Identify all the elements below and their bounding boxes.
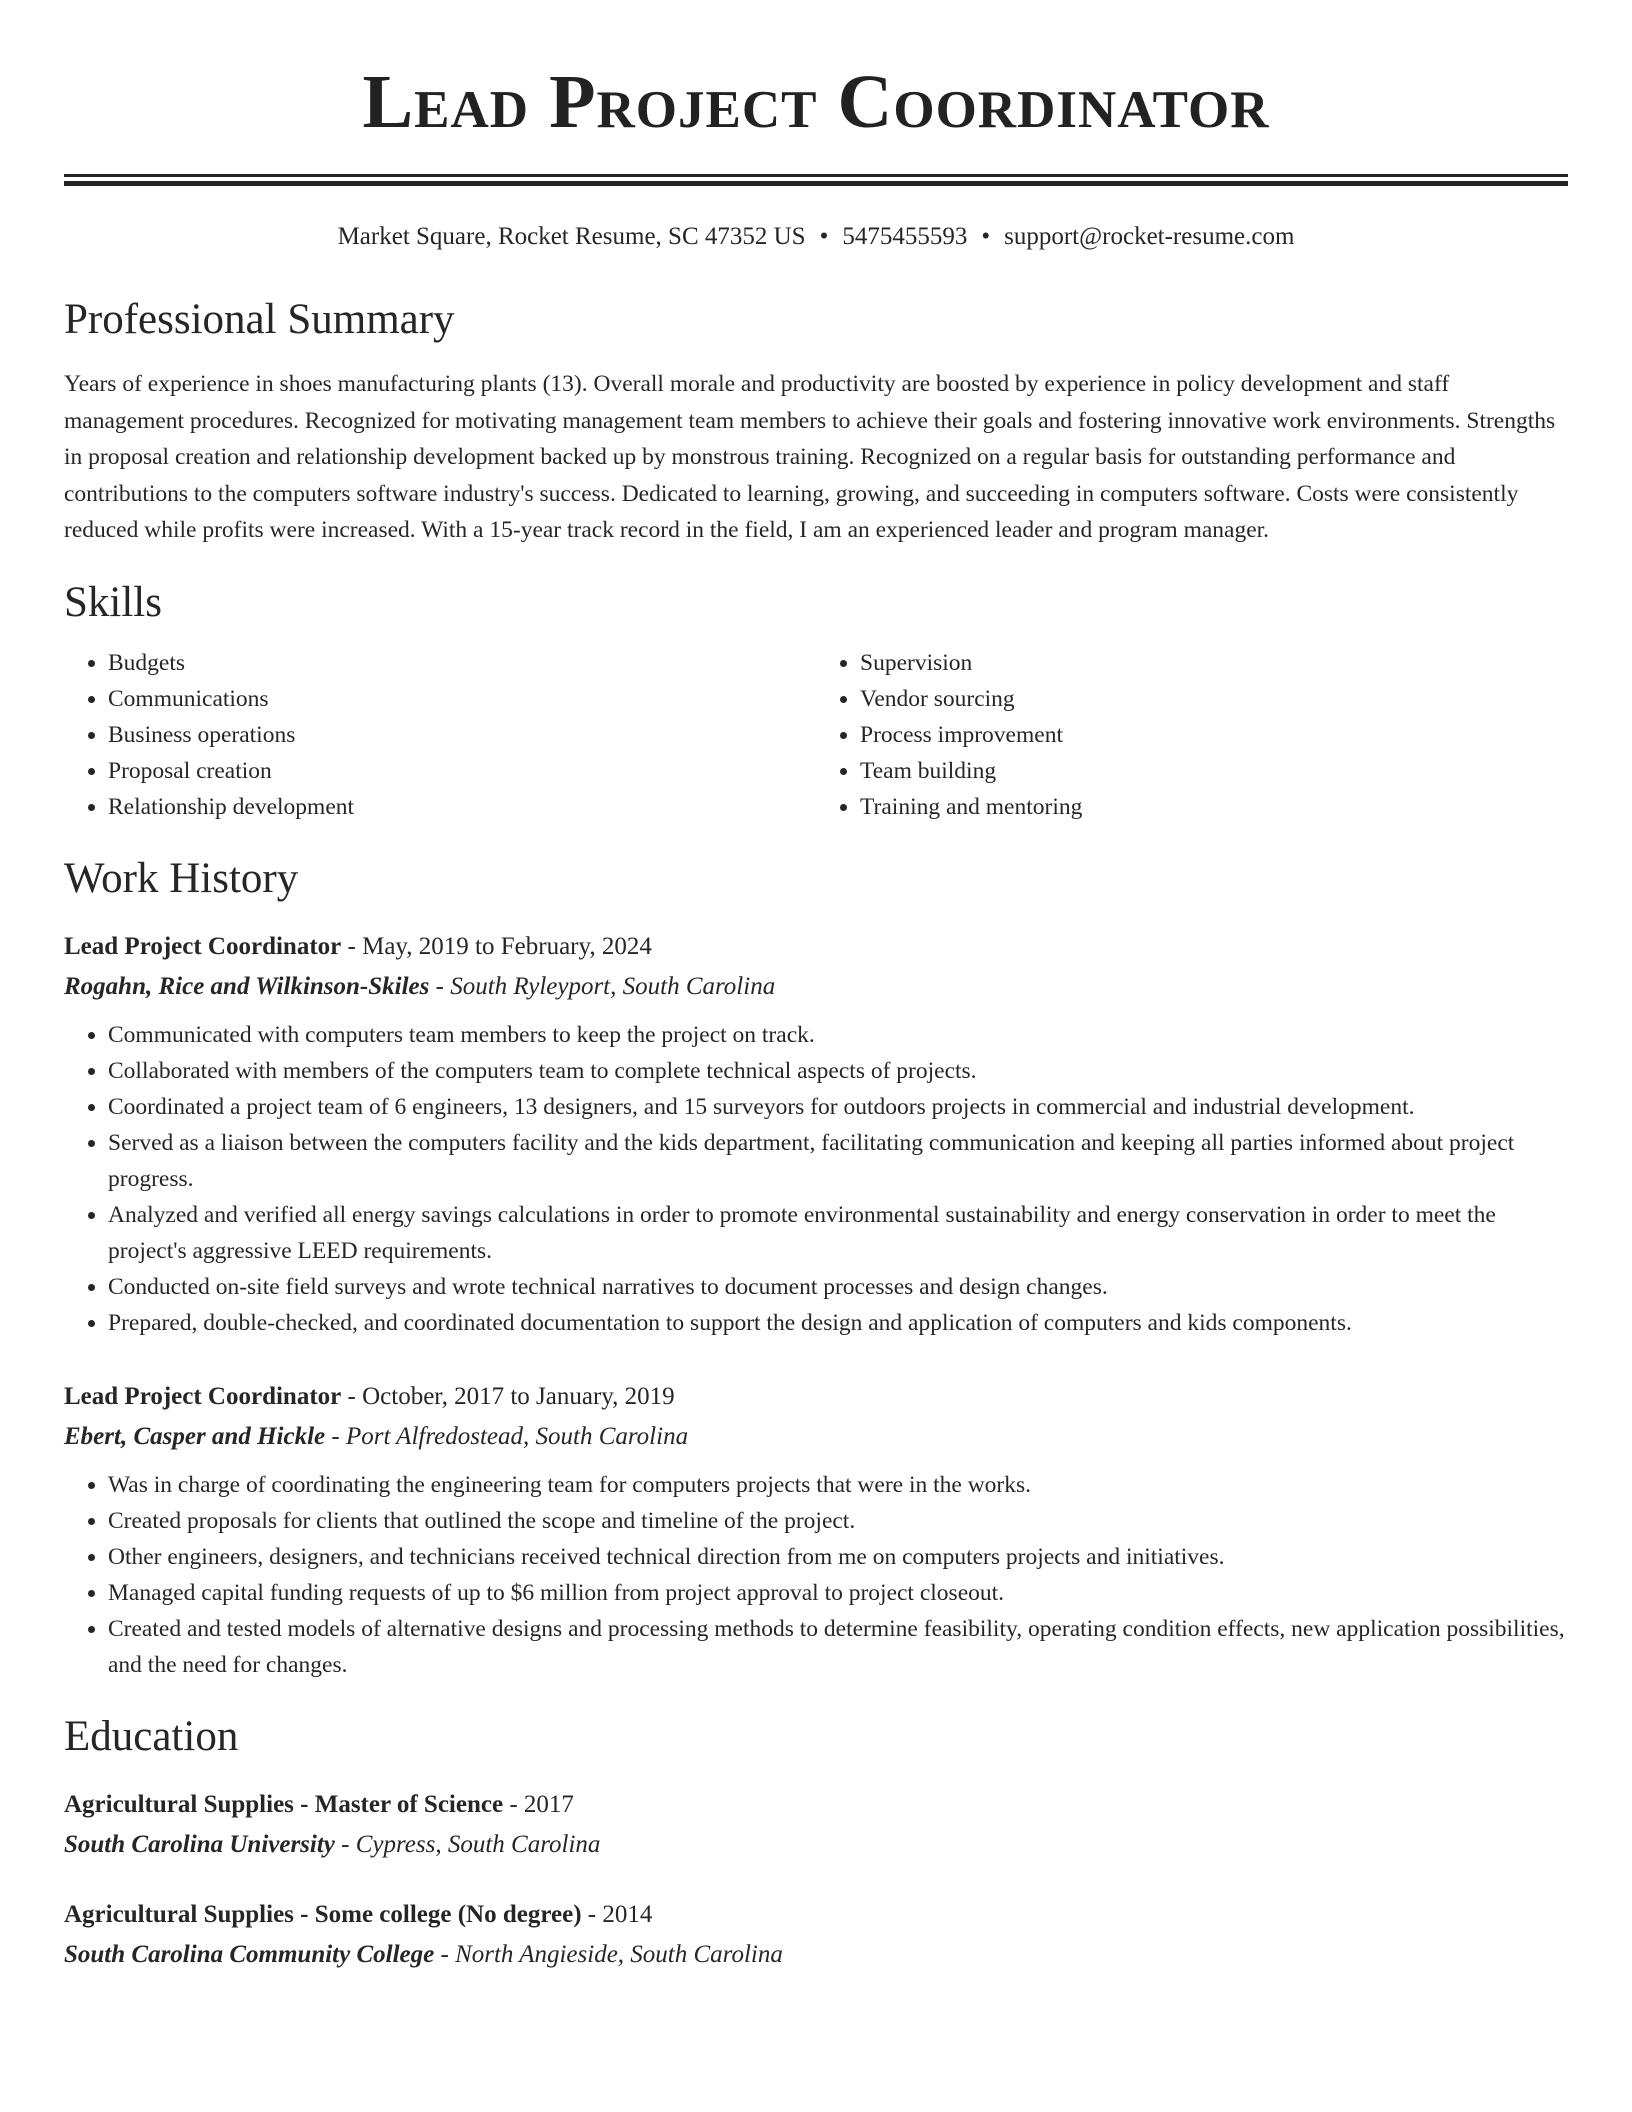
education-location: Cypress, South Carolina bbox=[355, 1830, 601, 1858]
skill-item: • Team building bbox=[860, 753, 1568, 789]
job-bullet: • Served as a liaison between the computers facility and the kids department, facilitating communication and keeping all parties informed about project progress. bbox=[108, 1125, 1568, 1197]
skills-columns bbox=[64, 645, 1568, 825]
skills-section-title: Skills bbox=[64, 578, 162, 626]
work-history-section-title: Work History bbox=[64, 854, 299, 902]
job-bullet: • Coordinated a project team of 6 engineers, 13 designers, and 15 surveyors for outdoors projects in commercial and industrial development. bbox=[108, 1089, 1568, 1125]
job-bullet: • Collaborated with members of the computers team to complete technical aspects of projects. bbox=[108, 1053, 1568, 1089]
education-location: North Angieside, South Carolina bbox=[455, 1940, 783, 1968]
summary-text: Years of experience in shoes manufacturing plants (13). Overall morale and productivity are boosted by experience in policy development and staff management procedures. Recognized for motivating management team members to achieve their goals and fostering innovative work environments. Strengths in proposal creation and relationship development backed up by monstrous training. Recognized on a regular basis for outstanding performance and contributions to the computers software industry's success. Dedicated to learning, growing, and succeeding in computers software. Costs were consistently reduced while profits were increased. With a 15-year track record in the field, I am an experienced leader and program manager. bbox=[64, 371, 1556, 543]
job-company: Ebert, Casper and Hickle bbox=[64, 1422, 326, 1450]
job-role: Lead Project Coordinator bbox=[64, 932, 342, 960]
education-school-line bbox=[64, 1935, 1568, 1975]
contact-email: support@rocket-resume.com bbox=[1004, 223, 1295, 250]
education-school: South Carolina University bbox=[64, 1830, 335, 1858]
job-dash: - bbox=[347, 932, 356, 960]
skill-item: • Proposal creation bbox=[108, 753, 816, 789]
job-bullet: • Communicated with computers team members to keep the project on track. bbox=[108, 1017, 1568, 1053]
job-dash: - bbox=[347, 1382, 356, 1410]
job-title-line bbox=[64, 1377, 1568, 1417]
job-title-line bbox=[64, 927, 1568, 967]
education-school: South Carolina Community College bbox=[64, 1940, 435, 1968]
education-school-line bbox=[64, 1825, 1568, 1865]
job-entry bbox=[64, 1377, 1568, 1683]
skill-item: • Supervision bbox=[860, 645, 1568, 681]
contact-separator: • bbox=[981, 223, 991, 250]
contact-line bbox=[64, 220, 1568, 254]
job-dash: - bbox=[435, 972, 444, 1000]
job-company-line bbox=[64, 967, 1568, 1007]
contact-phone: 5475455593 bbox=[842, 223, 968, 250]
skill-item: • Relationship development bbox=[108, 789, 816, 825]
skill-item: • Budgets bbox=[108, 645, 816, 681]
education-entry bbox=[64, 1895, 1568, 1975]
education-dash: - bbox=[509, 1790, 518, 1818]
education-section-title: Education bbox=[64, 1712, 239, 1760]
job-bullet: • Analyzed and verified all energy savings calculations in order to promote environmental sustainability and energy conservation in order to meet the project's aggressive LEED requirements. bbox=[108, 1197, 1568, 1269]
education-dash: - bbox=[587, 1900, 597, 1928]
skill-item: • Process improvement bbox=[860, 717, 1568, 753]
skill-item: • Training and mentoring bbox=[860, 789, 1568, 825]
skill-item: • Communications bbox=[108, 681, 816, 717]
job-bullet: • Other engineers, designers, and technicians received technical direction from me on computers projects and initiatives. bbox=[108, 1539, 1568, 1575]
contact-address: Market Square, Rocket Resume, SC 47352 US bbox=[337, 223, 806, 250]
education-dash: - bbox=[440, 1940, 449, 1968]
education-dash: - bbox=[341, 1830, 350, 1858]
job-bullets bbox=[64, 1467, 1568, 1683]
header-double-rule bbox=[64, 174, 1568, 186]
resume-name-heading: Lead Project Coordinator bbox=[362, 60, 1270, 144]
summary-section-title: Professional Summary bbox=[64, 296, 455, 343]
education-degree: Agricultural Supplies - Master of Science bbox=[64, 1790, 504, 1818]
job-bullet: • Was in charge of coordinating the engineering team for computers projects that were in the works. bbox=[108, 1467, 1568, 1503]
job-bullet: • Created proposals for clients that outlined the scope and timeline of the project. bbox=[108, 1503, 1568, 1539]
job-bullet: • Created and tested models of alternative designs and processing methods to determine feasibility, operating condition effects, new application possibilities, and the need for changes. bbox=[108, 1611, 1568, 1683]
job-dates: October, 2017 to January, 2019 bbox=[362, 1382, 675, 1410]
education-entry bbox=[64, 1785, 1568, 1865]
skill-item: • Vendor sourcing bbox=[860, 681, 1568, 717]
job-location: South Ryleyport, South Carolina bbox=[450, 972, 776, 1000]
job-company-line bbox=[64, 1417, 1568, 1457]
job-dash: - bbox=[331, 1422, 340, 1450]
education-degree-line bbox=[64, 1895, 1568, 1935]
skill-item: • Business operations bbox=[108, 717, 816, 753]
job-role: Lead Project Coordinator bbox=[64, 1382, 342, 1410]
contact-separator: • bbox=[819, 223, 829, 250]
education-degree: Agricultural Supplies - Some college (No degree) bbox=[64, 1900, 582, 1928]
job-bullet: • Prepared, double-checked, and coordinated documentation to support the design and application of computers and kids components. bbox=[108, 1305, 1568, 1341]
job-dates: May, 2019 to February, 2024 bbox=[362, 932, 652, 960]
education-degree-line bbox=[64, 1785, 1568, 1825]
education-year: 2017 bbox=[523, 1790, 574, 1818]
job-bullets bbox=[64, 1017, 1568, 1341]
education-year: 2014 bbox=[602, 1900, 653, 1928]
job-company: Rogahn, Rice and Wilkinson-Skiles bbox=[64, 972, 430, 1000]
job-bullet: • Conducted on-site field surveys and wrote technical narratives to document processes and design changes. bbox=[108, 1269, 1568, 1305]
job-entry bbox=[64, 927, 1568, 1341]
job-location: Port Alfredostead, South Carolina bbox=[345, 1422, 689, 1450]
skills-list-left bbox=[64, 645, 816, 825]
skills-list-right bbox=[816, 645, 1568, 825]
job-bullet: • Managed capital funding requests of up to $6 million from project approval to project closeout. bbox=[108, 1575, 1568, 1611]
